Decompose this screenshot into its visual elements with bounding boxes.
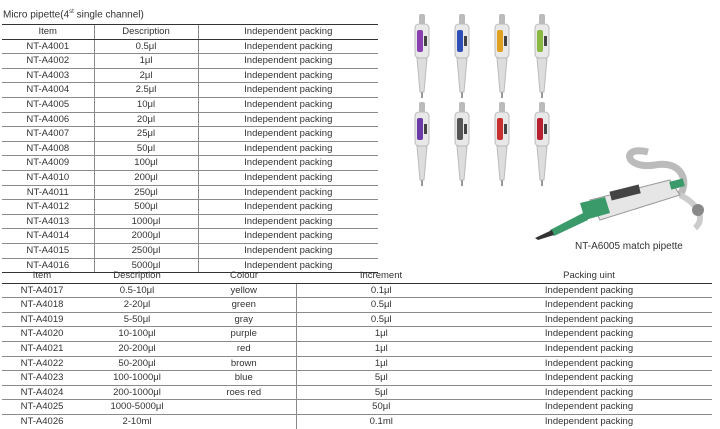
- table-cell: 0.1ml: [296, 414, 466, 428]
- table-row: [2, 156, 378, 171]
- table-cell: blue: [192, 371, 296, 386]
- table-cell: NT-A4006: [2, 112, 94, 127]
- pipette-icon: [495, 102, 509, 186]
- table-row: [2, 170, 378, 185]
- table-cell: 2-20μl: [82, 298, 192, 313]
- table-cell: Independent packing: [198, 214, 378, 229]
- table-cell: 0.5μl: [296, 298, 466, 313]
- table-cell: NT-A4010: [2, 170, 94, 185]
- table-cell: Independent packing: [198, 200, 378, 215]
- table-row: [2, 385, 712, 400]
- table-row: [2, 283, 712, 298]
- table-cell: Independent packing: [198, 127, 378, 142]
- adjustable-pipette-table: [2, 269, 712, 429]
- table-cell: 5-50μl: [82, 312, 192, 327]
- table-cell: 10-100μl: [82, 327, 192, 342]
- table-cell: NT-A4024: [2, 385, 82, 400]
- table-cell: Independent packing: [198, 141, 378, 156]
- table-row: [2, 141, 378, 156]
- header-description: Description: [82, 269, 192, 283]
- table-cell: NT-A4017: [2, 283, 82, 298]
- header-increment: Increment: [296, 269, 466, 283]
- table-cell: 1μl: [296, 356, 466, 371]
- table-cell: 50μl: [296, 400, 466, 415]
- pipette-icon: [455, 102, 469, 186]
- table-cell: 100μl: [94, 156, 198, 171]
- table-cell: yellow: [192, 283, 296, 298]
- table-cell: 2000μl: [94, 229, 198, 244]
- table-cell: green: [192, 298, 296, 313]
- table-cell: Independent packing: [198, 39, 378, 54]
- header-colour: Colour: [192, 269, 296, 283]
- table-row: [2, 200, 378, 215]
- table-cell: Independent packing: [466, 371, 712, 386]
- table-cell: NT-A4025: [2, 400, 82, 415]
- table-cell: Independent packing: [466, 385, 712, 400]
- table-cell: NT-A4014: [2, 229, 94, 244]
- table-cell: purple: [192, 327, 296, 342]
- table-cell: NT-A4002: [2, 54, 94, 69]
- table-cell: Independent packing: [198, 185, 378, 200]
- table-cell: NT-A4003: [2, 68, 94, 83]
- pipette-icon: [415, 14, 429, 98]
- table-cell: NT-A4018: [2, 298, 82, 313]
- table-cell: NT-A4020: [2, 327, 82, 342]
- table-cell: Independent packing: [198, 258, 378, 273]
- table-cell: Independent packing: [466, 400, 712, 415]
- table-cell: Independent packing: [198, 97, 378, 112]
- table-cell: 1μl: [296, 341, 466, 356]
- table-cell: 0.5μl: [296, 312, 466, 327]
- table-row: [2, 356, 712, 371]
- table-cell: Independent packing: [466, 283, 712, 298]
- pipette-icon: [455, 14, 469, 98]
- header-packing: Independent packing: [198, 25, 378, 40]
- header-packing-unit: Packing uint: [466, 269, 712, 283]
- table-cell: [192, 400, 296, 415]
- table-row: [2, 39, 378, 54]
- table-cell: 50μl: [94, 141, 198, 156]
- table-cell: 1μl: [94, 54, 198, 69]
- table-cell: Independent packing: [198, 68, 378, 83]
- header-item: Item: [2, 25, 94, 40]
- table-cell: NT-A4007: [2, 127, 94, 142]
- single-channel-pipette-table: [2, 24, 378, 273]
- table-cell: 2μl: [94, 68, 198, 83]
- table-row: [2, 127, 378, 142]
- table-header-row: [2, 25, 378, 40]
- table-row: [2, 327, 712, 342]
- table-cell: Independent packing: [198, 54, 378, 69]
- table-cell: Independent packing: [466, 312, 712, 327]
- table-cell: 2.5μl: [94, 83, 198, 98]
- table-row: [2, 83, 378, 98]
- table-cell: Independent packing: [198, 156, 378, 171]
- table-row: [2, 54, 378, 69]
- table-row: [2, 229, 378, 244]
- table-cell: gray: [192, 312, 296, 327]
- table-cell: NT-A4013: [2, 214, 94, 229]
- table-cell: 500μl: [94, 200, 198, 215]
- table-cell: NT-A4001: [2, 39, 94, 54]
- table-row: [2, 298, 712, 313]
- table-cell: 1000μl: [94, 214, 198, 229]
- table-cell: NT-A4016: [2, 258, 94, 273]
- table-cell: 5000μl: [94, 258, 198, 273]
- pipette-icon: [495, 14, 509, 98]
- table-cell: 2500μl: [94, 243, 198, 258]
- table-cell: NT-A4026: [20, 415, 64, 427]
- page-title: Micro pipette(4st single channel): [3, 9, 144, 21]
- table-cell: Independent packing: [466, 341, 712, 356]
- table-cell: Independent packing: [198, 229, 378, 244]
- table-cell: NT-A4021: [2, 341, 82, 356]
- header-item: Item: [2, 269, 82, 283]
- table-cell: NT-A4022: [2, 356, 82, 371]
- table-header-row: [2, 269, 712, 283]
- table-cell: NT-A4012: [2, 200, 94, 215]
- pipette-caption: NT-A6005 match pipette: [575, 241, 683, 252]
- table-cell: Independent packing: [544, 415, 634, 427]
- table-cell: 200μl: [94, 170, 198, 185]
- table-cell: brown: [192, 356, 296, 371]
- table-cell: red: [192, 341, 296, 356]
- table-cell: 1000-5000μl: [82, 400, 192, 415]
- table-cell: 0.1μl: [296, 283, 466, 298]
- table-row: [2, 341, 712, 356]
- table-cell: 2-10ml: [122, 415, 152, 427]
- table-cell: 100-1000μl: [82, 371, 192, 386]
- table-row: [2, 243, 378, 258]
- table-cell: 1μl: [296, 327, 466, 342]
- table-row: [2, 97, 378, 112]
- table-cell: 20-200μl: [82, 341, 192, 356]
- pipette-icon: [415, 102, 429, 186]
- table-cell: 0.5μl: [94, 39, 198, 54]
- table-cell: Independent packing: [198, 170, 378, 185]
- table-cell: 250μl: [94, 185, 198, 200]
- table-cell: 200-1000μl: [82, 385, 192, 400]
- table-cell: [192, 414, 296, 428]
- table-cell: 5μl: [296, 371, 466, 386]
- table-cell: Independent packing: [466, 356, 712, 371]
- table-row: [2, 371, 712, 386]
- table-cell: Independent packing: [198, 112, 378, 127]
- table-cell: Independent packing: [198, 83, 378, 98]
- table-cell: Independent packing: [466, 298, 712, 313]
- table-row: [2, 185, 378, 200]
- table-cell: 25μl: [94, 127, 198, 142]
- table-cell: NT-A4005: [2, 97, 94, 112]
- table-row: [2, 214, 378, 229]
- pipette-icon: [535, 14, 549, 98]
- table-row: [2, 68, 378, 83]
- table-cell: 50-200μl: [82, 356, 192, 371]
- table-row: [2, 414, 712, 428]
- table-cell: NT-A4008: [2, 141, 94, 156]
- header-description: Description: [94, 25, 198, 40]
- table-cell: NT-A4015: [2, 243, 94, 258]
- table-cell: 5μl: [296, 385, 466, 400]
- table-cell: NT-A4019: [2, 312, 82, 327]
- table-row: [2, 112, 378, 127]
- electronic-pipette-image: [530, 140, 720, 240]
- table-cell: Independent packing: [466, 327, 712, 342]
- table-cell: NT-A4009: [2, 156, 94, 171]
- table-cell: 10μl: [94, 97, 198, 112]
- table-cell: 0.5-10μl: [82, 283, 192, 298]
- table-cell: NT-A4023: [2, 371, 82, 386]
- table-cell: NT-A4004: [2, 83, 94, 98]
- table-cell: NT-A4011: [2, 185, 94, 200]
- table-row: [2, 312, 712, 327]
- table-cell: Independent packing: [198, 243, 378, 258]
- table-cell: roes red: [192, 385, 296, 400]
- table-row: [2, 400, 712, 415]
- table-cell: 20μl: [94, 112, 198, 127]
